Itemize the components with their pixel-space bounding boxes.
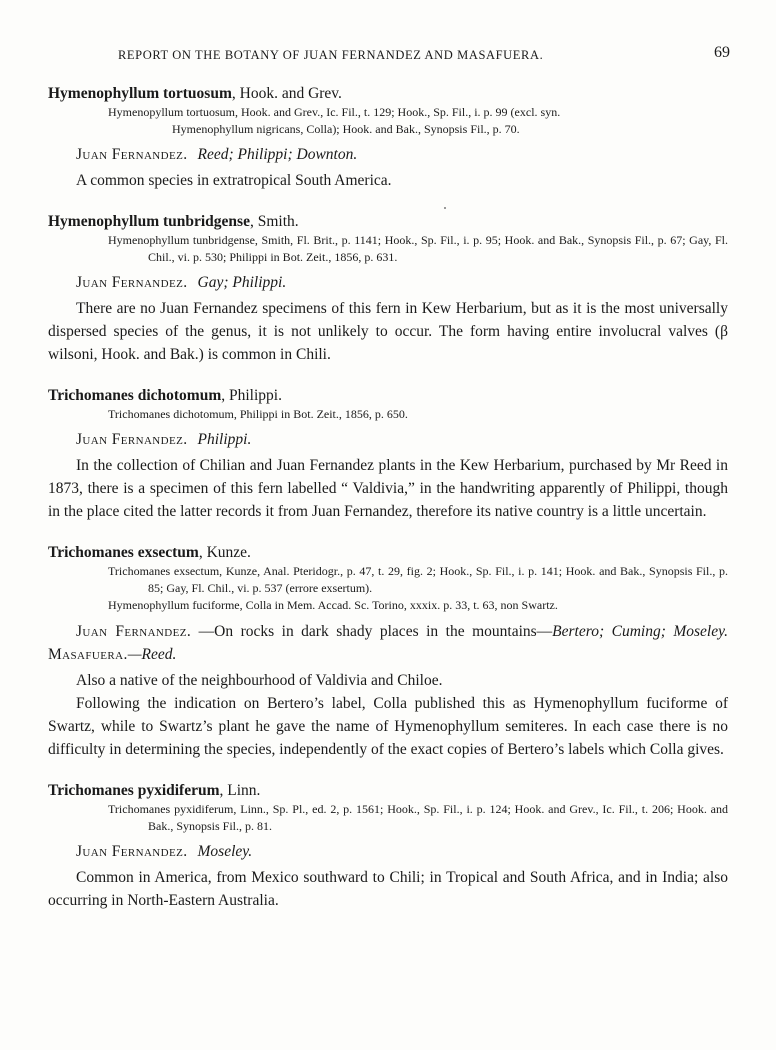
synonymy: Trichomanes dichotomum, Philippi in Bot. Zeit., 1856, p. 650. <box>108 407 408 421</box>
locality-label: Juan Fernandez. <box>76 843 188 860</box>
species-authority: , Philippi. <box>221 387 282 404</box>
note-paragraph: A common species in extratropical South America. <box>76 172 392 189</box>
page-body <box>48 84 728 932</box>
locality-line <box>76 272 728 294</box>
synonymy <box>108 563 728 614</box>
page-header <box>0 44 776 68</box>
species-heading <box>48 84 728 104</box>
note-paragraph: There are no Juan Fernandez specimens of this fern in Kew Herbarium, but as it is the most universally dispersed species of the genus, it is not unlikely to occur. The form having entire involucral valves (β wilsoni, Hook. and Bak.) is common in Chili. <box>48 300 728 363</box>
synonymy: Trichomanes pyxidiferum, Linn., Sp. Pl., ed. 2, p. 1561; Hook., Sp. Fil., i. p. 124; Hook. and Grev., Ic. Fil., t. 206; Hook. and Bak., Synopsis Fil., p. 81. <box>108 802 728 833</box>
species-name: Hymenophyllum tunbridgense <box>48 213 250 230</box>
note-paragraph: In the collection of Chilian and Juan Fernandez plants in the Kew Herbarium, purchased by Mr Reed in 1873, there is a specimen of this fern labelled “ Valdivia,” in the handwriting apparently of Philippi, though in the place cited the latter records it from Juan Fernandez, therefore its native country is a little uncertain. <box>48 457 728 520</box>
species-authority: , Smith. <box>249 213 299 230</box>
note-paragraph: Following the indication on Bertero’s label, Colla published this as Hymenophyllum fuciforme of Swartz, while to Swartz’s plant he gave the name of Hymenophyllum semiteres. In each case there is no difficulty in determining the species, independently of the exact copies of Bertero’s labels which Colla gives. <box>48 695 728 758</box>
running-title: REPORT ON THE BOTANY OF JUAN FERNANDEZ AND MASAFUERA. <box>118 48 544 62</box>
locality-line <box>76 144 728 166</box>
species-authority: , Linn. <box>219 782 261 799</box>
species-heading <box>48 543 728 563</box>
species-name: Trichomanes exsectum <box>48 544 199 561</box>
species-entry <box>48 84 728 192</box>
species-entry <box>48 781 728 912</box>
species-heading <box>48 781 728 801</box>
note-paragraph: Common in America, from Mexico southward to Chili; in Tropical and South Africa, and in India; also occurring in North-Eastern Australia. <box>48 869 728 909</box>
locality-label: Masafuera. <box>48 646 128 663</box>
synonymy-line: Trichomanes exsectum, Kunze, Anal. Pteridogr., p. 47, t. 29, fig. 2; Hook., Sp. Fil., i. p. 141; Hook. and Bak., Synopsis Fil., p. 85; Gay, Fl. Chil., vi. p. 537 (errore exsertum). <box>108 564 728 595</box>
locality-label: Juan Fernandez. <box>76 274 188 291</box>
note-paragraph: Also a native of the neighbourhood of Valdivia and Chiloe. <box>76 672 443 689</box>
species-entry <box>48 212 728 366</box>
species-authority: , Kunze. <box>198 544 251 561</box>
collectors: Philippi. <box>197 431 252 448</box>
locality-label: Juan Fernandez. <box>76 623 192 640</box>
species-name: Trichomanes dichotomum <box>48 387 222 404</box>
collectors: Bertero; Cuming; Moseley. <box>552 623 729 640</box>
synonymy-line: Hymenophyllum nigricans, Colla); Hook. and Bak., Synopsis Fil., p. 70. <box>172 122 520 136</box>
species-authority: , Hook. and Grev. <box>231 85 342 102</box>
collectors: Moseley. <box>197 843 253 860</box>
synonymy-line: Hymenopyllum tortuosum, Hook. and Grev., Ic. Fil., t. 129; Hook., Sp. Fil., i. p. 99 (excl. syn. <box>108 105 561 119</box>
locality-line <box>76 841 728 863</box>
collectors: Gay; Philippi. <box>197 274 287 291</box>
habitat-text: —On rocks in dark shady places in the mountains— <box>198 623 553 640</box>
synonymy: Hymenophyllum tunbridgense, Smith, Fl. Brit., p. 1141; Hook., Sp. Fil., i. p. 95; Hook. and Bak., Synopsis Fil., p. 67; Gay, Fl. Chil., vi. p. 530; Philippi in Bot. Zeit., 1856, p. 631. <box>108 233 728 264</box>
species-heading <box>48 386 728 406</box>
collectors: Reed; Philippi; Downton. <box>197 146 358 163</box>
species-entry <box>48 386 728 523</box>
synonymy-line: Hymenophyllum fuciforme, Colla in Mem. Accad. Sc. Torino, xxxix. p. 33, t. 63, non Swartz. <box>108 598 558 612</box>
locality-line <box>76 429 728 451</box>
locality-label: Juan Fernandez. <box>76 146 188 163</box>
locality-label: Juan Fernandez. <box>76 431 188 448</box>
habitat-paragraph <box>48 620 728 666</box>
synonymy <box>108 104 728 138</box>
species-name: Trichomanes pyxidiferum <box>48 782 220 799</box>
species-heading <box>48 212 728 232</box>
species-name: Hymenophyllum tortuosum <box>48 85 232 102</box>
collectors: —Reed. <box>127 646 177 663</box>
species-entry <box>48 543 728 761</box>
page-number: 69 <box>714 44 730 61</box>
